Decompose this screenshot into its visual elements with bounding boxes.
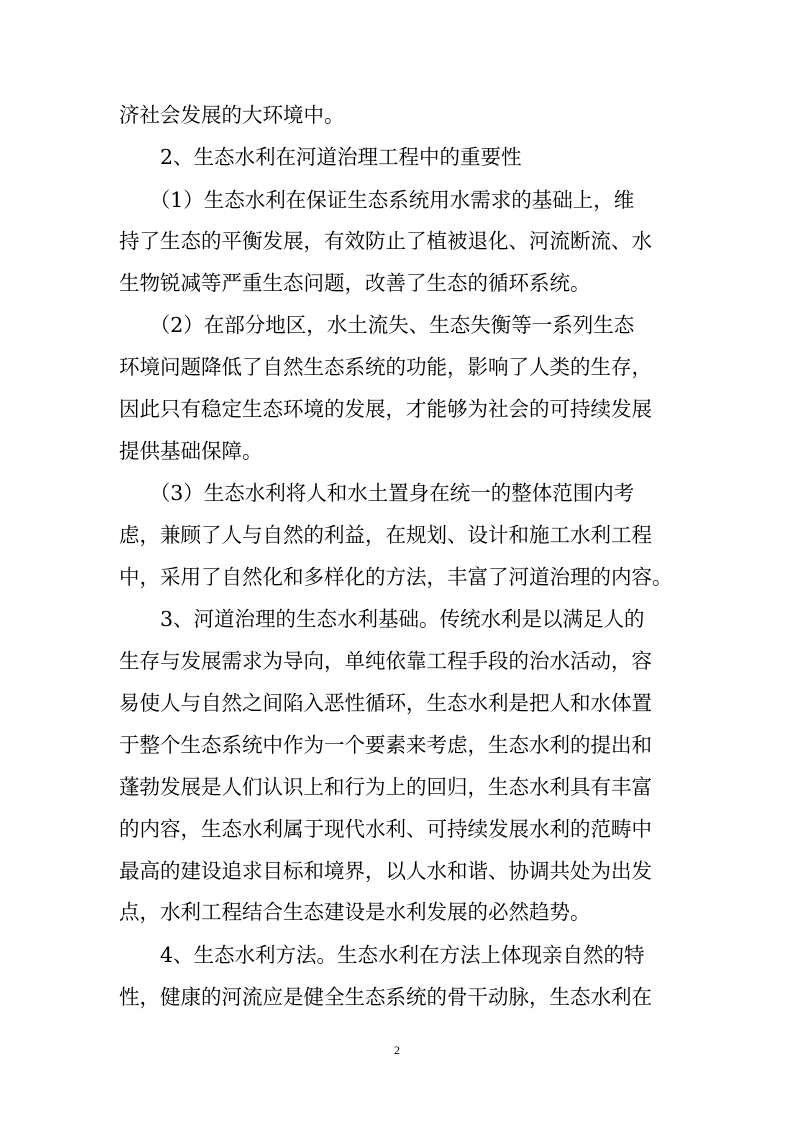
text-line: 性，健康的河流应是健全生态系统的骨干动脉，生态水利在 xyxy=(119,985,652,1009)
text-line: 济社会发展的大环境中。 xyxy=(119,103,345,127)
section-heading: 2、生态水利在河道治理工程中的重要性 xyxy=(119,145,522,169)
text-line: 生存与发展需求为导向，单纯依靠工程手段的治水活动，容 xyxy=(119,649,652,673)
text-line: 点，水利工程结合生态建设是水利发展的必然趋势。 xyxy=(119,900,591,924)
text-line: 提供基础保障。 xyxy=(119,439,263,463)
text-line: 4、生态水利方法。生态水利在方法上体现亲自然的特 xyxy=(119,943,645,967)
text-line: （1）生态水利在保证生态系统用水需求的基础上，维 xyxy=(119,188,635,212)
text-line: （3）生态水利将人和水土置身在统一的整体范围内考 xyxy=(119,481,635,505)
text-line: 易使人与自然之间陷入恶性循环，生态水利是把人和水体置 xyxy=(119,691,652,715)
text-line: 生物锐减等严重生态问题，改善了生态的循环系统。 xyxy=(119,271,591,295)
text-line: 中，采用了自然化和多样化的方法，丰富了河道治理的内容。 xyxy=(119,565,673,589)
text-line: 的内容，生态水利属于现代水利、可持续发展水利的范畴中 xyxy=(119,817,652,841)
text-line: 最高的建设追求目标和境界，以人水和谐、协调共处为出发 xyxy=(119,859,652,883)
text-line: （2）在部分地区，水土流失、生态失衡等一系列生态 xyxy=(119,313,635,337)
text-line: 于整个生态系统中作为一个要素来考虑，生态水利的提出和 xyxy=(119,733,652,757)
text-line: 虑，兼顾了人与自然的利益，在规划、设计和施工水利工程 xyxy=(119,523,652,547)
text-line: 因此只有稳定生态环境的发展，才能够为社会的可持续发展 xyxy=(119,397,652,421)
text-line: 持了生态的平衡发展，有效防止了植被退化、河流断流、水 xyxy=(119,229,652,253)
text-line: 3、河道治理的生态水利基础。传统水利是以满足人的 xyxy=(119,607,645,631)
text-line: 蓬勃发展是人们认识上和行为上的回归，生态水利具有丰富 xyxy=(119,775,652,799)
text-line: 环境问题降低了自然生态系统的功能，影响了人类的生存， xyxy=(119,355,652,379)
page-number: 2 xyxy=(394,1043,400,1057)
